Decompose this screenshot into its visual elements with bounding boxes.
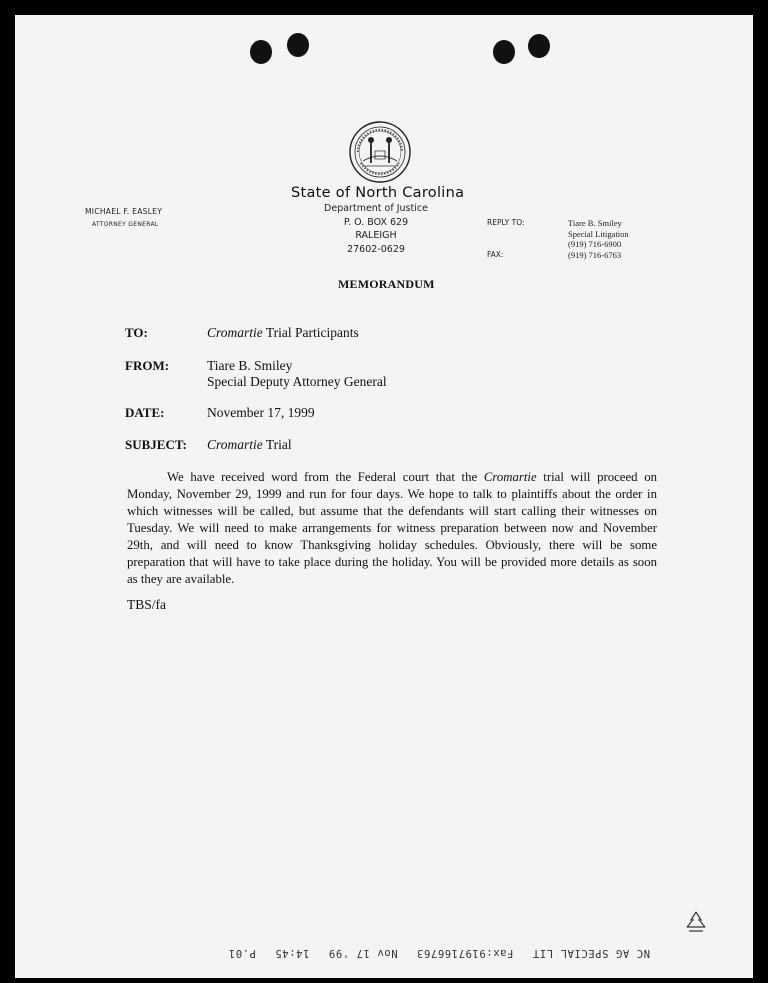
attorney-title: ATTORNEY GENERAL bbox=[92, 221, 159, 228]
memo-title: MEMORANDUM bbox=[338, 277, 435, 291]
memo-page bbox=[15, 15, 753, 978]
department: Department of Justice bbox=[324, 203, 428, 214]
punch-hole bbox=[493, 40, 515, 64]
reply-to-label: REPLY TO: bbox=[487, 218, 525, 227]
from-label: FROM: bbox=[125, 358, 170, 373]
fax-sender: NC AG SPECIAL LIT bbox=[532, 947, 650, 959]
zip: 27602-0629 bbox=[347, 243, 405, 255]
subject-value bbox=[207, 437, 292, 453]
body-part-1: We have received word from the Federal court that the bbox=[167, 470, 484, 484]
subject-label: SUBJECT: bbox=[125, 437, 187, 452]
body-italic: Cromartie bbox=[483, 470, 537, 484]
memo-body bbox=[127, 469, 657, 588]
date-value: November 17, 1999 bbox=[207, 405, 315, 420]
contact-name: Tiare B. Smiley bbox=[568, 218, 622, 228]
fax-time: 14:45 bbox=[274, 947, 310, 959]
to-italic: Cromartie bbox=[207, 325, 263, 340]
date-label: DATE: bbox=[125, 405, 165, 420]
to-value bbox=[207, 325, 359, 341]
recycle-icon bbox=[683, 909, 709, 935]
punch-hole bbox=[528, 34, 550, 58]
contact-unit: Special Litigation bbox=[568, 228, 629, 239]
fax-label: FAX: bbox=[487, 250, 504, 259]
letterhead-address bbox=[319, 202, 433, 256]
to-rest: Trial Participants bbox=[262, 325, 359, 340]
initials: TBS/fa bbox=[127, 597, 166, 612]
to-label: TO: bbox=[125, 325, 148, 340]
attorney-name: MICHAEL F. EASLEY bbox=[85, 207, 163, 216]
body-paragraph bbox=[127, 469, 657, 588]
from-name: Tiare B. Smiley bbox=[207, 358, 293, 373]
city: RALEIGH bbox=[355, 230, 397, 241]
state-seal-icon bbox=[349, 121, 411, 183]
punch-hole bbox=[250, 40, 272, 64]
contact-block bbox=[568, 218, 629, 260]
from-title: Special Deputy Attorney General bbox=[207, 374, 387, 389]
fax-number: Fax:9197166763 bbox=[416, 947, 514, 959]
subject-italic: Cromartie bbox=[207, 437, 263, 452]
fax-footer bbox=[130, 947, 650, 959]
po-box: P. O. BOX 629 bbox=[343, 216, 409, 228]
contact-phone: (919) 716-6900 bbox=[568, 239, 622, 249]
subject-rest: Trial bbox=[262, 437, 292, 452]
letterhead-state: State of North Carolina bbox=[291, 185, 465, 201]
body-part-2: trial will proceed on Monday, November 29, 1999 and run for four days. We hope to talk to plaintiffs about the order in which witnesses will be called, but assume that the defendants will start calling their witnesses on Tuesday. We will need to make arrangements for witness preparation between now and November 29th, and will need to know Thanksgiving holiday schedules. Obviously, there will be some preparation that will have to take place during the holiday. You will be provided more details as soon as they are available. bbox=[127, 470, 657, 586]
fax-page: P.01 bbox=[228, 947, 256, 959]
punch-hole bbox=[287, 33, 309, 57]
contact-fax: (919) 716-6763 bbox=[568, 249, 622, 260]
fax-date: Nov 17 '99 bbox=[328, 947, 398, 959]
